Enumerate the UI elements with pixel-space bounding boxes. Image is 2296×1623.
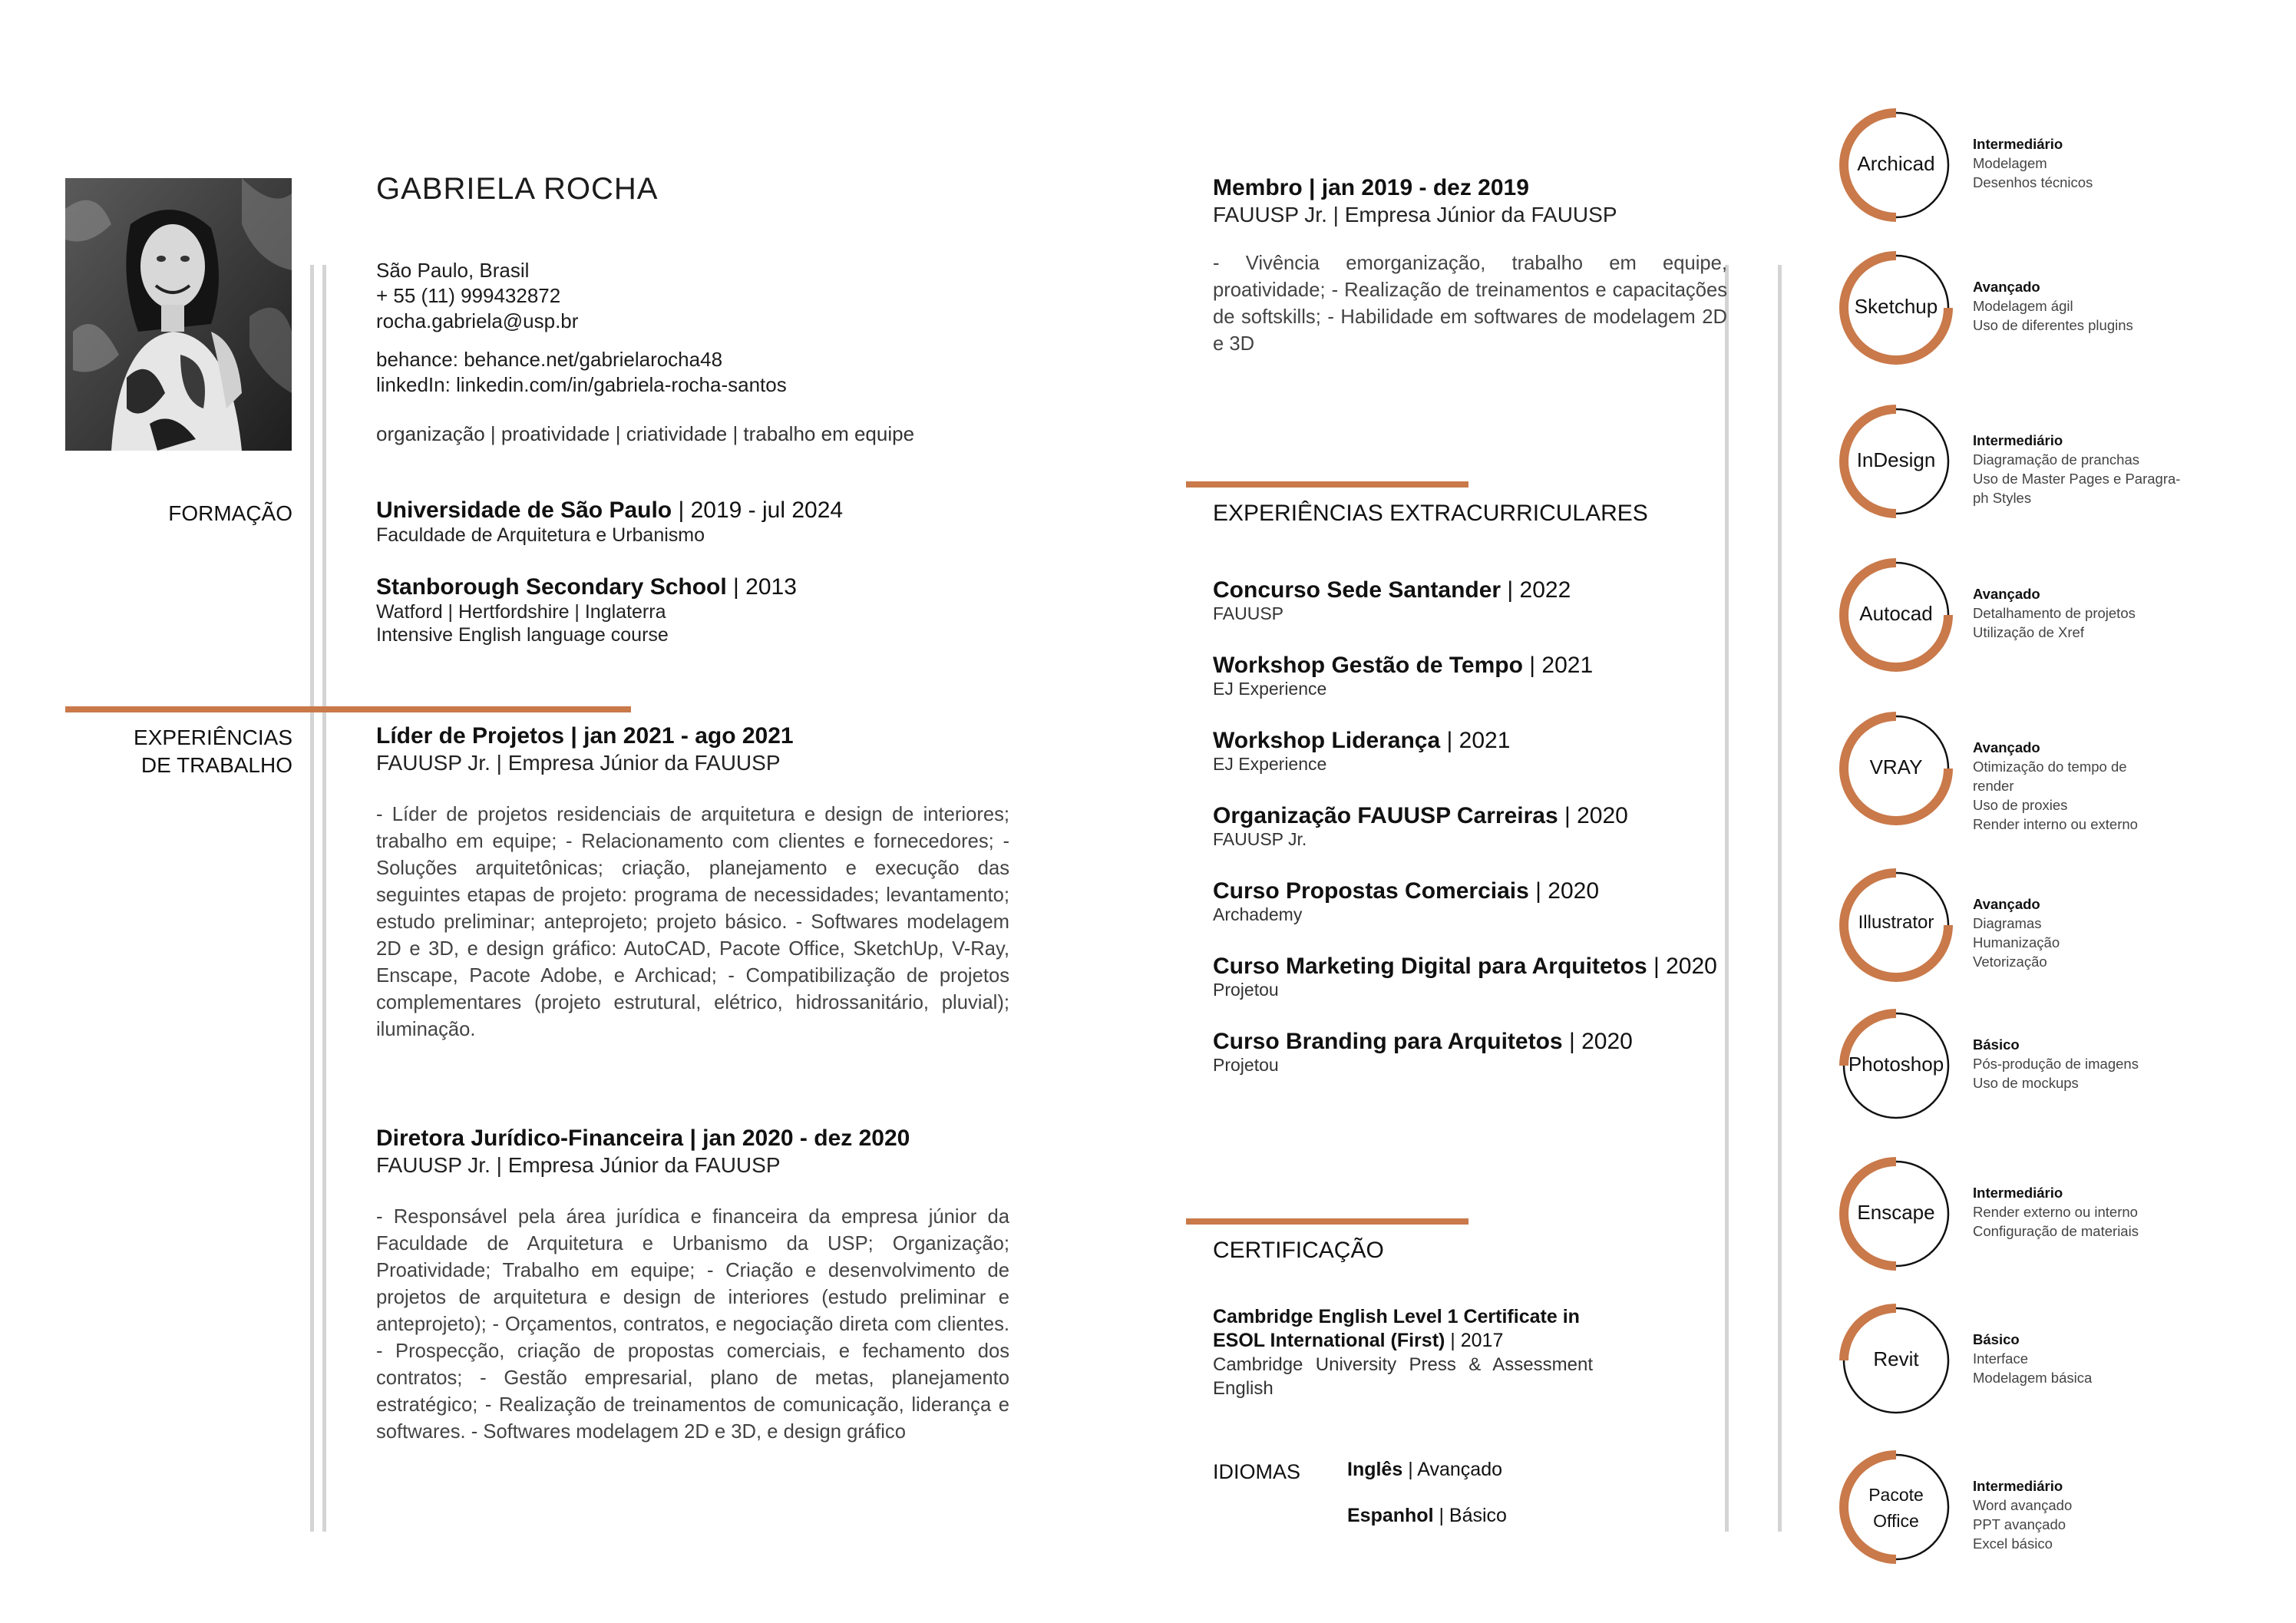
right-divider-2 [1778,265,1782,1532]
skill-name: Revit [1873,1347,1919,1370]
skill-detail-line: Modelagem básica [1973,1370,2093,1386]
extra-item-year: | 2020 [1528,878,1599,904]
phone[interactable]: + 55 (11) 999432872 [376,284,561,307]
left-divider-2 [322,265,326,1532]
extra-item [1213,1029,1720,1104]
formacao-item-title: Stanborough Secondary School [376,574,727,600]
skill-level: Avançado [1973,896,2040,912]
extra-item-year: | 2020 [1558,803,1628,828]
skill-detail-line: Diagramas [1973,915,2042,931]
certificate-line2: ESOL International (First) [1213,1330,1445,1351]
skill-details [1973,277,2133,335]
extra-item-title: Workshop Liderança [1213,728,1441,753]
certificate-issuer: Cambridge University Press & Assessment English [1213,1354,1593,1399]
skill-name: Pacote Office [1868,1485,1924,1531]
skill-detail-line: Modelagem [1973,155,2047,171]
profile-photo-illustration [65,178,292,451]
skill-detail-line: Uso de mockups [1973,1075,2079,1091]
skill-details [1973,738,2138,834]
extra-item [1213,653,1720,728]
skill-detail-line: Interface [1973,1350,2028,1367]
job-org: FAUUSP Jr. | Empresa Júnior da FAUUSP [1213,203,1617,226]
email[interactable]: rocha.gabriela@usp.br [376,309,579,332]
formacao-item-line: Watford | Hertfordshire | Inglaterra [376,601,666,623]
skill-detail-line: Vetorização [1973,954,2047,970]
left-divider-1 [310,265,314,1532]
experiencias-label-line2: DE TRABALHO [140,753,292,777]
skill-level: Avançado [1973,586,2040,602]
formacao-item-line: Intensive English language course [376,624,669,646]
job-org: FAUUSP Jr. | Empresa Júnior da FAUUSP [376,751,781,775]
skill-level: Avançado [1973,739,2040,755]
skill-detail-line: Humanização [1973,934,2060,950]
extra-item-year: | 2020 [1647,954,1717,979]
extra-item-year: | 2021 [1440,728,1511,753]
language-level: | Básico [1433,1505,1507,1526]
language-item [1347,1459,1502,1481]
formacao-label: FORMAÇÃO [168,501,292,525]
extra-item-title: Concurso Sede Santander [1213,577,1501,603]
extra-item-year: | 2021 [1522,653,1594,678]
right-divider-1 [1725,265,1729,1532]
skill-level: Intermediário [1973,136,2063,152]
job-description: - Vivência emorganização, trabalho em equipe, proatividade; - Realização de treinamentos e capacitações de softskills; - Habilidade em softwares de modelagem 2D e 3D [1213,253,1727,355]
extra-item-year: | 2020 [1562,1029,1633,1054]
accent-bar-cert [1186,1218,1468,1225]
job-title: Diretora Jurídico-Financeira | jan 2020 - dez 2020 [376,1126,910,1151]
certificate-year: | 2017 [1445,1330,1504,1351]
skill-detail-line: Diagramação de pranchas [1973,451,2139,468]
job-title: Membro | jan 2019 - dez 2019 [1213,175,1529,200]
skill-details [1973,1183,2139,1241]
language-item [1347,1505,1507,1527]
extra-item-title: Curso Propostas Comerciais [1213,878,1529,904]
extra-item-title: Curso Marketing Digital para Arquitetos [1213,954,1647,979]
skill-name: Photoshop [1848,1053,1944,1076]
location: São Paulo, Brasil [376,259,530,282]
skill-details [1973,134,2093,192]
formacao-item-dates: | 2013 [726,574,797,600]
skill-details [1973,894,2060,971]
behance-link[interactable]: behance: behance.net/gabrielarocha48 [376,348,723,371]
job-entry [376,723,1009,1043]
skill-name: InDesign [1856,448,1936,471]
certificate-entry [1213,1305,1593,1400]
extra-item-sub: EJ Experience [1213,754,1327,774]
job-entry [1213,175,1727,358]
language-name: Inglês [1347,1459,1403,1480]
job-description: - Líder de projetos residenciais de arquitetura e design de interiores; trabalho em equipe; - Relacionamento com clientes e fornecedores; - Soluções arquitetônicas; criação, planejamento e execução das seguintes etapas de projeto: programa de necessidades; levantamento; estudo preliminar; anteprojeto; projeto básico. - Softwares modelagem 2D e 3D, e design gráfico: AutoCAD, Pacote Office, SketchUp, V-Ray, Enscape, Pacote Adobe, e Archicad; - Compatibilização de projetos complementares (projeto estrutural, elétrico, hidrossanitário, pluvial); iluminação. [376,804,1009,1040]
skill-detail-line: Render interno ou externo [1973,816,2138,832]
skill-name: Enscape [1857,1201,1935,1224]
extra-item [1213,954,1720,1029]
skill-detail-line: Uso de Master Pages e Paragra- [1973,471,2181,487]
formacao-item [376,497,843,547]
extra-item-title: Workshop Gestão de Tempo [1213,653,1523,678]
skill-detail-line: PPT avançado [1973,1516,2066,1532]
skill-details [1973,1035,2139,1092]
candidate-name: GABRIELA ROCHA [376,172,659,206]
extra-item [1213,728,1720,803]
skill-level: Intermediário [1973,1185,2063,1201]
profile-photo [65,178,292,451]
experiencias-label [134,724,292,779]
skill-detail-line: Uso de proxies [1973,797,2068,813]
extra-item-sub: Projetou [1213,980,1279,1000]
skill-details [1973,1330,2092,1387]
extra-item [1213,803,1720,878]
skill-detail-line: Configuração de materiais [1973,1223,2139,1239]
skill-detail-line: Render externo ou interno [1973,1204,2138,1220]
skill-details [1973,1476,2072,1553]
skill-name: VRAY [1869,755,1923,778]
skill-detail-line: Word avançado [1973,1497,2073,1513]
skill-detail-line: Otimização do tempo de [1973,759,2127,775]
certificacao-title: CERTIFICAÇÃO [1213,1238,1384,1263]
skill-level: Avançado [1973,279,2040,295]
personal-tags: organização | proatividade | criatividade | trabalho em equipe [376,422,915,445]
skill-name: Autocad [1859,602,1933,625]
extra-item-year: | 2022 [1501,577,1571,603]
extra-item-sub: FAUUSP [1213,603,1284,623]
skill-detail-line: Desenhos técnicos [1973,174,2093,190]
extracurriculares-title: EXPERIÊNCIAS EXTRACURRICULARES [1213,501,1648,526]
skill-level: Básico [1973,1331,2020,1347]
extra-item [1213,878,1720,954]
skill-detail-line: ph Styles [1973,490,2032,506]
skill-detail-line: Uso de diferentes plugins [1973,317,2133,333]
formacao-item [376,574,797,646]
skill-detail-line: Pós-produção de imagens [1973,1056,2139,1072]
extra-item-sub: FAUUSP Jr. [1213,829,1307,849]
skill-details [1973,584,2136,642]
formacao-item-dates: | 2019 - jul 2024 [672,497,844,523]
idiomas-label: IDIOMAS [1213,1460,1301,1483]
skill-name: Sketchup [1854,295,1938,318]
skill-detail-line: render [1973,778,2014,794]
extra-item-sub: Projetou [1213,1055,1279,1075]
job-entry [376,1126,1009,1446]
extra-item [1213,577,1720,653]
links-block [376,347,787,398]
skill-name: Archicad [1857,152,1935,175]
skill-level: Intermediário [1973,432,2063,448]
formacao-item-line: Faculdade de Arquitetura e Urbanismo [376,524,705,546]
experiencias-label-line1: EXPERIÊNCIAS [134,726,292,749]
skill-level: Básico [1973,1036,2020,1053]
certificate-line1: Cambridge English Level 1 Certificate in [1213,1306,1580,1327]
skill-detail-line: Detalhamento de projetos [1973,605,2136,621]
job-org: FAUUSP Jr. | Empresa Júnior da FAUUSP [376,1153,781,1177]
skill-level: Intermediário [1973,1478,2063,1494]
formacao-item-title: Universidade de São Paulo [376,497,672,523]
extra-item-sub: Archademy [1213,904,1303,924]
linkedin-link[interactable]: linkedIn: linkedin.com/in/gabriela-rocha-santos [376,373,787,396]
language-level: | Avançado [1402,1459,1502,1480]
extra-item-title: Organização FAUUSP Carreiras [1213,803,1558,828]
accent-bar-work [65,706,631,712]
skill-details [1973,431,2180,507]
accent-bar-extra [1186,481,1468,488]
extra-item-title: Curso Branding para Arquitetos [1213,1029,1563,1054]
extra-item-sub: EJ Experience [1213,679,1327,699]
skill-detail-line: Excel básico [1973,1535,2053,1552]
extracurriculares-list [1213,577,1720,1104]
contact-block [376,258,578,334]
job-title: Líder de Projetos | jan 2021 - ago 2021 [376,723,794,749]
job-description: - Responsável pela área jurídica e financeira da empresa júnior da Faculdade de Arquitetura e Urbanismo da USP; Organização; Proatividade; Trabalho em equipe; - Criação e desenvolvimento de projetos de arquitetura e design de interiores (estudo preliminar e anteprojeto); - Orçamentos, contratos, e negociação direta com clientes. - Prospecção, criação de propostas comerciais, e fechamento dos contratos; - Gestão empresarial, plano de metas, planejamento estratégico; - Realização de treinamentos de comunicação, liderança e softwares. - Softwares modelagem 2D e 3D, e design gráfico [376,1206,1009,1443]
skill-detail-line: Modelagem ágil [1973,298,2073,314]
language-name: Espanhol [1347,1505,1434,1526]
skill-name: Illustrator [1858,912,1934,933]
skill-detail-line: Utilização de Xref [1973,624,2084,640]
